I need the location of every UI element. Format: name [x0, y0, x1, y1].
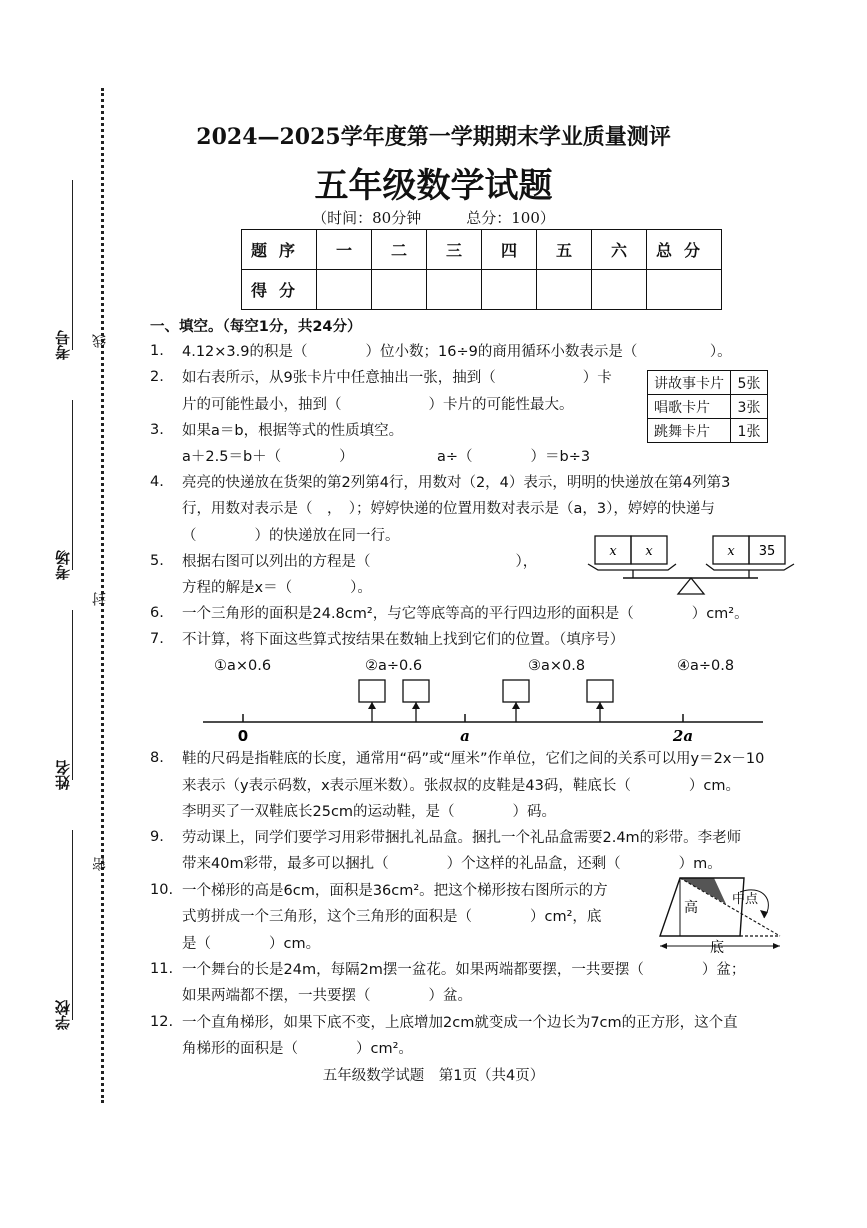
question-number: 5.	[150, 553, 164, 569]
trapezoid-figure	[652, 870, 792, 956]
time-info: （时间：80分钟 总分：100）	[312, 209, 555, 227]
name-label: 姓名	[54, 760, 72, 790]
name-blank	[72, 610, 73, 780]
question-10-line-3: 是（ ）cm。	[182, 936, 321, 952]
question-8-line-3: 李明买了一双鞋底长25cm的运动鞋，是（ ）码。	[182, 804, 557, 820]
expression-3: ③a×0.8	[528, 658, 586, 674]
base-label: 底	[710, 940, 724, 956]
score-cell[interactable]	[482, 270, 537, 310]
question-10-line-1: 一个梯形的高是6cm，面积是36cm²。把这个梯形按右图所示的方	[182, 883, 608, 899]
score-cell[interactable]	[592, 270, 647, 310]
midpoint-label: 中点	[732, 892, 759, 907]
question-2-line-1: 如右表所示，从9张卡片中任意抽出一张，抽到（ ）卡	[182, 370, 612, 386]
score-table	[241, 229, 722, 310]
answer-box[interactable]	[503, 680, 529, 722]
answer-box[interactable]	[587, 680, 613, 722]
page-footer: 五年级数学试题 第1页（共4页）	[322, 1068, 545, 1084]
score-cell[interactable]	[317, 270, 372, 310]
exam-title: 五年级数学试题	[314, 166, 553, 206]
question-number: 8.	[150, 750, 164, 766]
expression-2: ②a÷0.6	[365, 658, 423, 674]
year-title: 2024—2025学年度第一学期期末学业质量测评	[196, 124, 671, 150]
tick-label-2a: 2a	[672, 727, 694, 745]
number-line-figure	[195, 676, 775, 746]
question-9-line-2: 带来40m彩带，最多可以捆扎（ ）个这样的礼品盒，还剩（ ）m。	[182, 856, 722, 872]
question-9-line-1: 劳动课上，同学们要学习用彩带捆扎礼品盒。捆扎一个礼品盒需要2.4m的彩带。李老师	[182, 830, 742, 846]
balance-left-2: x	[645, 544, 653, 559]
exam-room-label: 考场	[54, 550, 72, 580]
card-count: 1张	[731, 419, 768, 443]
school-blank	[72, 830, 73, 1020]
question-number: 6.	[150, 605, 164, 621]
question-number: 11.	[150, 961, 174, 977]
score-cell[interactable]	[427, 270, 482, 310]
expression-4: ④a÷0.8	[677, 658, 735, 674]
seal-char-seal: 封	[92, 592, 108, 606]
question-10-line-2: 式剪拼成一个三角形，这个三角形的面积是（ ）cm²，底	[182, 909, 602, 925]
question-12-line-1: 一个直角梯形，如果下底不变，上底增加2cm就变成一个边长为7cm的正方形，这个直	[182, 1015, 738, 1031]
question-number: 9.	[150, 829, 164, 845]
question-8-line-1: 鞋的尺码是指鞋底的长度，通常用“码”或“厘米”作单位，它们之间的关系可以用y＝2x－10	[182, 751, 765, 767]
height-label: 高	[684, 900, 698, 916]
seal-char-line: 线	[92, 334, 108, 348]
score-header-cell: 四	[482, 230, 537, 270]
score-cell[interactable]	[537, 270, 592, 310]
question-3-line-1: 如果a＝b，根据等式的性质填空。	[182, 423, 404, 439]
exam-room-blank	[72, 400, 73, 570]
card-count: 5张	[731, 371, 768, 395]
question-4-line-2: 行，用数对表示是（ ， ）；婷婷快递的位置用数对表示是（a，3），婷婷的快递与	[182, 501, 715, 517]
score-header-cell: 六	[592, 230, 647, 270]
question-11-line-2: 如果两端都不摆，一共要摆（ ）盆。	[182, 988, 472, 1004]
score-header-cell: 题序	[242, 230, 317, 270]
question-6: 一个三角形的面积是24.8cm²，与它等底等高的平行四边形的面积是（ ）cm²。	[182, 606, 749, 622]
card-name: 讲故事卡片	[648, 371, 731, 395]
question-number: 12.	[150, 1014, 174, 1030]
balance-right-1: x	[727, 544, 735, 559]
balance-scale-figure	[568, 528, 808, 600]
score-header-cell: 一	[317, 230, 372, 270]
school-label: 学校	[54, 1000, 72, 1030]
balance-left-1: x	[609, 544, 617, 559]
score-cell[interactable]	[372, 270, 427, 310]
question-1: 4.12×3.9的积是（ ）位小数；16÷9的商用循环小数表示是（ ）。	[182, 344, 732, 360]
cards-table	[647, 370, 768, 443]
question-3-line-2: a＋2.5＝b＋（ ）	[182, 449, 354, 465]
score-header-cell: 三	[427, 230, 482, 270]
score-cell[interactable]	[647, 270, 722, 310]
tick-label-a: a	[460, 727, 470, 745]
score-header-cell: 总分	[647, 230, 722, 270]
question-8-line-2: 来表示（y表示码数，x表示厘米数）。张叔叔的皮鞋是43码，鞋底长（ ）cm。	[182, 778, 740, 794]
question-number: 1.	[150, 343, 164, 359]
question-number: 3.	[150, 422, 164, 438]
question-3-line-3: a÷（ ）＝b÷3	[437, 449, 591, 465]
question-7: 不计算，将下面这些算式按结果在数轴上找到它们的位置。（填序号）	[182, 632, 625, 648]
question-5-line-2: 方程的解是x＝（ ）。	[182, 580, 372, 596]
question-11-line-1: 一个舞台的长是24m，每隔2m摆一盆花。如果两端都要摆，一共要摆（ ）盆；	[182, 962, 746, 978]
score-row-label: 得分	[242, 270, 317, 310]
tick-label-0: 0	[237, 727, 249, 745]
question-number: 2.	[150, 369, 164, 385]
score-header-cell: 五	[537, 230, 592, 270]
question-12-line-2: 角梯形的面积是（ ）cm²。	[182, 1041, 413, 1057]
seal-char-secret: 密	[92, 857, 108, 871]
card-count: 3张	[731, 395, 768, 419]
question-number: 4.	[150, 474, 164, 490]
question-number: 10.	[150, 882, 174, 898]
answer-box[interactable]	[359, 680, 385, 722]
answer-box[interactable]	[403, 680, 429, 722]
question-5-line-1: 根据右图可以列出的方程是（ ），	[182, 554, 538, 570]
question-2-line-2: 片的可能性最小，抽到（ ）卡片的可能性最大。	[182, 397, 574, 413]
question-4-line-1: 亮亮的快递放在货架的第2列第4行，用数对（2，4）表示，明明的快递放在第4列第3	[182, 475, 731, 491]
section-1-title: 一、填空。（每空1分，共24分）	[150, 319, 362, 335]
question-number: 7.	[150, 631, 164, 647]
expression-1: ①a×0.6	[214, 658, 272, 674]
score-header-cell: 二	[372, 230, 427, 270]
card-name: 跳舞卡片	[648, 419, 731, 443]
card-name: 唱歌卡片	[648, 395, 731, 419]
balance-right-2: 35	[758, 544, 776, 559]
exam-number-label: 考号	[54, 330, 72, 360]
question-4-line-3: （ ）的快递放在同一行。	[182, 528, 400, 544]
